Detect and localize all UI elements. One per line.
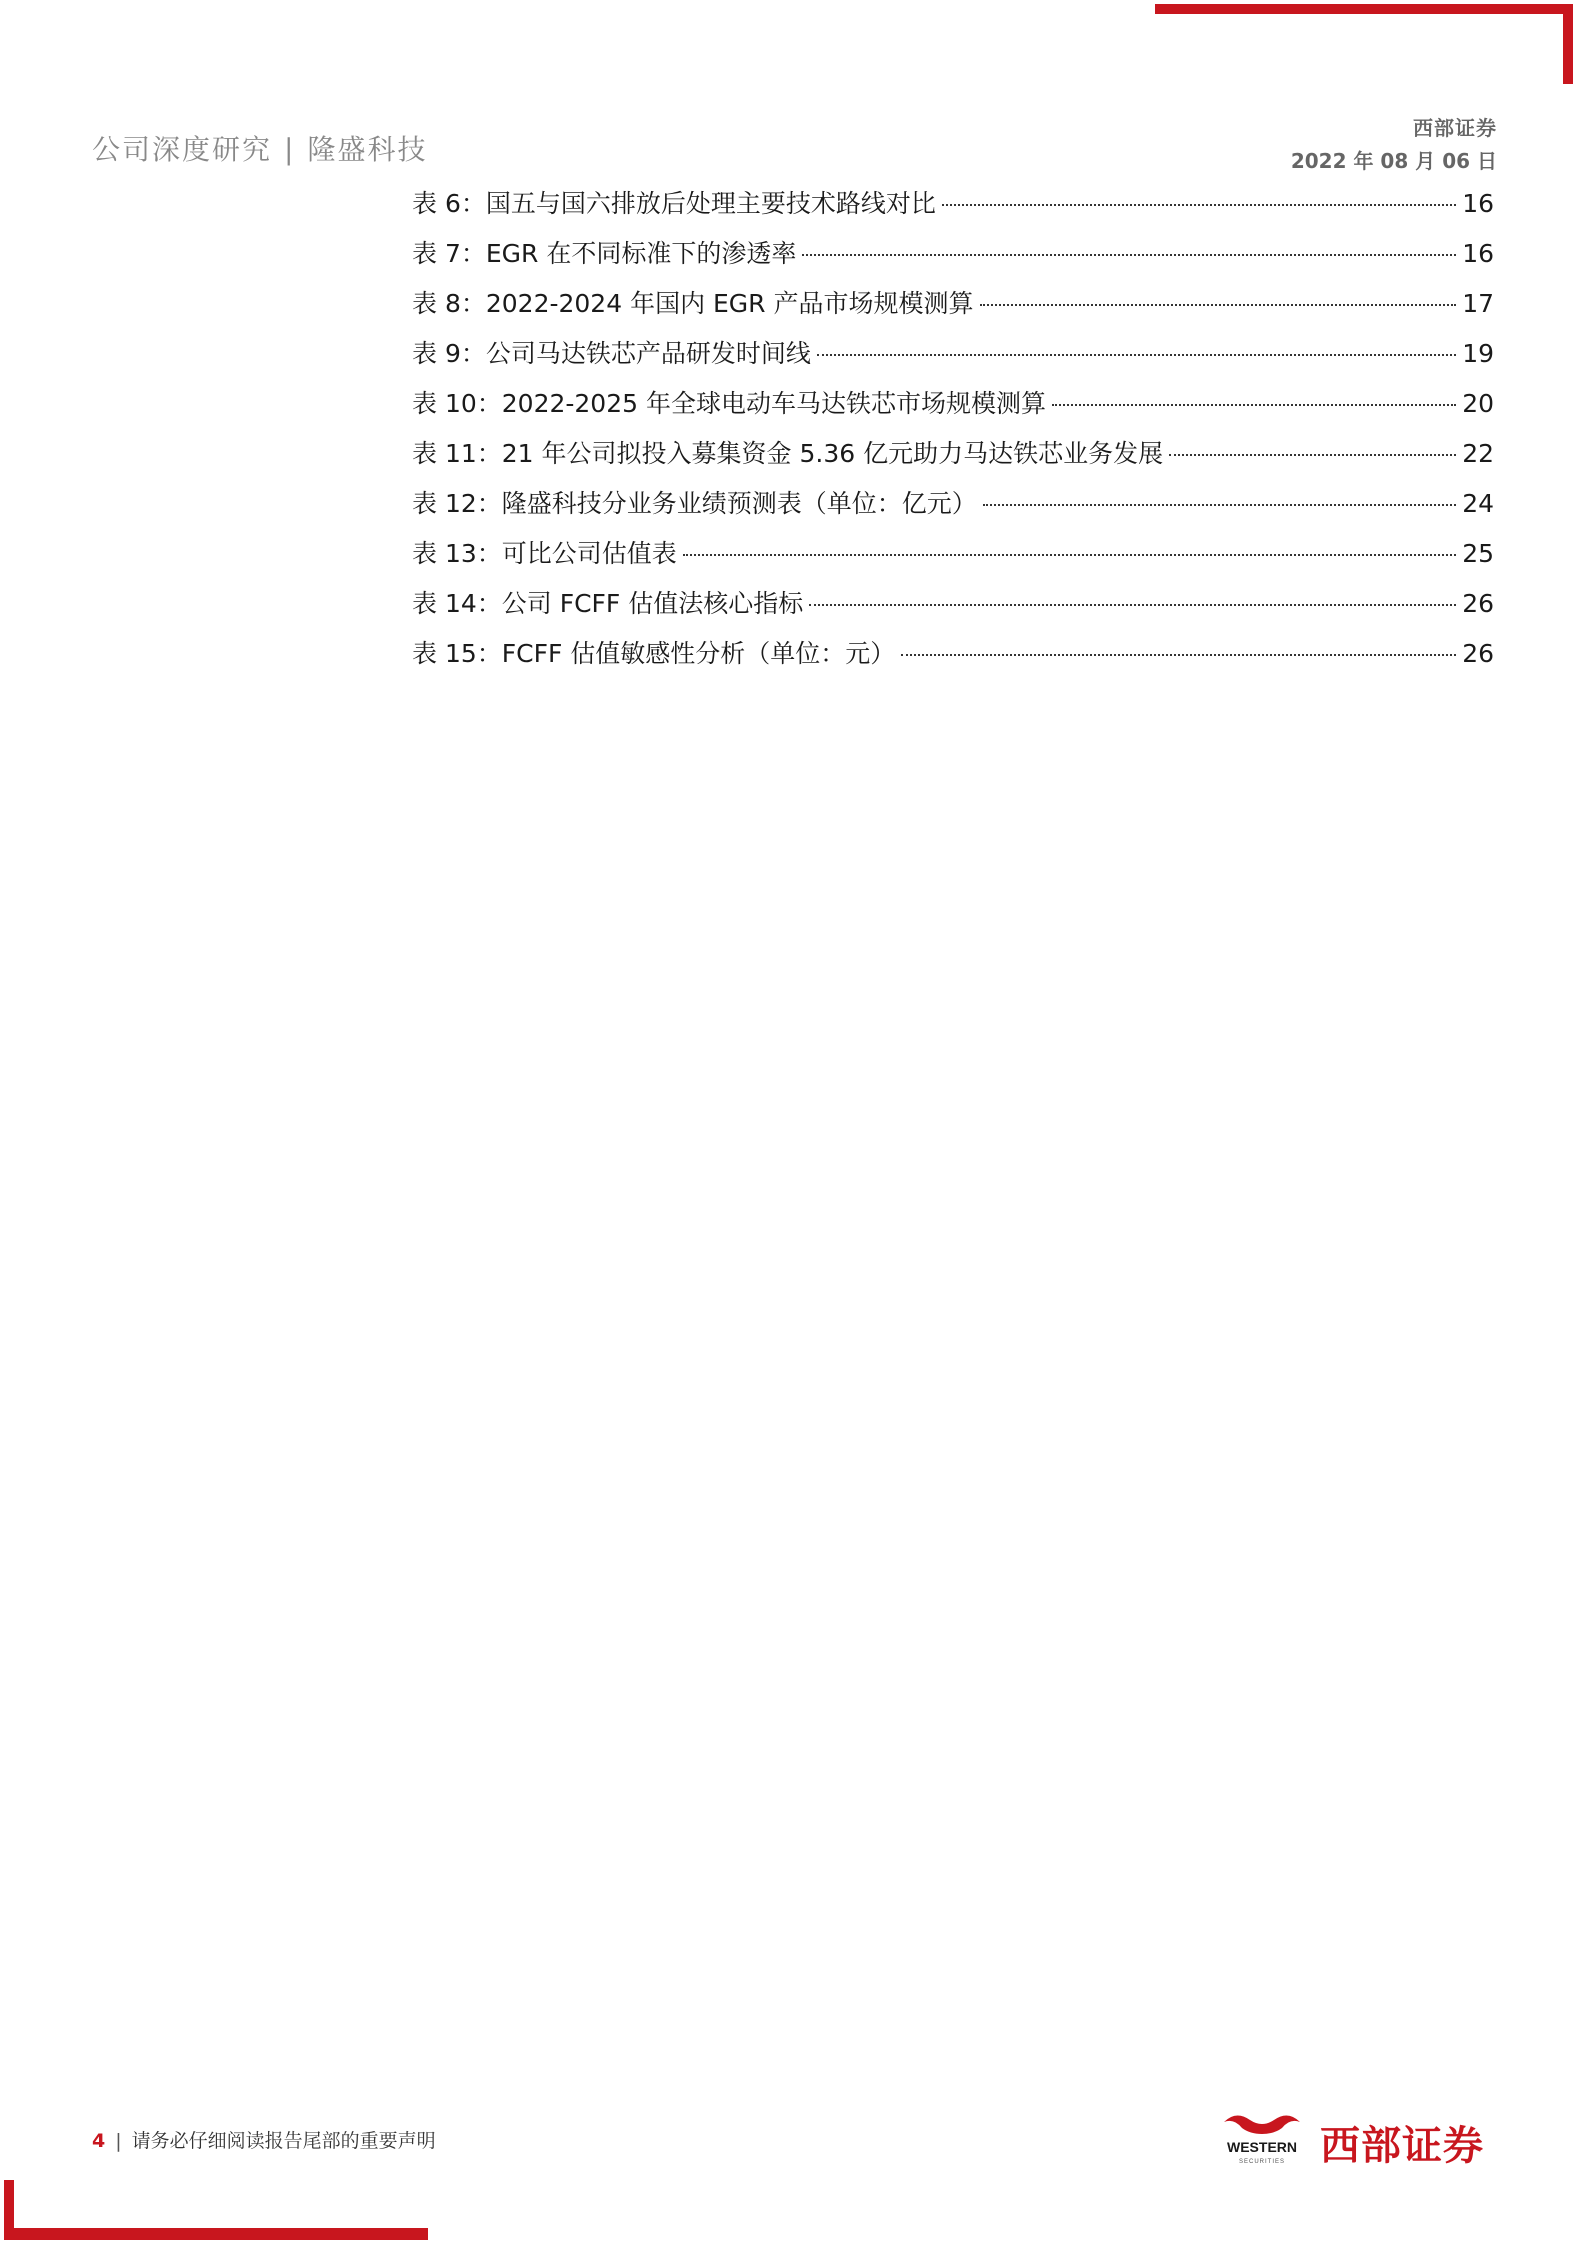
toc-dot-leader — [942, 204, 1456, 206]
header-meta — [1291, 112, 1497, 174]
toc-entry-page: 25 — [1462, 539, 1494, 568]
bull-logo-icon — [1216, 2108, 1308, 2168]
toc-entry[interactable] — [412, 534, 1494, 584]
logo-english-name: WESTERN — [1227, 2139, 1297, 2155]
toc-entry-title: 表 8：2022-2024 年国内 EGR 产品市场规模测算 — [412, 289, 974, 318]
table-of-contents — [412, 184, 1494, 684]
report-type: 公司深度研究 — [92, 133, 273, 166]
bottom-left-corner-vertical — [4, 2180, 14, 2240]
toc-dot-leader — [901, 654, 1456, 656]
toc-entry-title: 表 7：EGR 在不同标准下的渗透率 — [412, 239, 797, 268]
western-securities-logo — [1216, 2108, 1496, 2168]
disclaimer-text: 请务必仔细阅读报告尾部的重要声明 — [131, 2130, 436, 2152]
toc-entry[interactable] — [412, 334, 1494, 384]
top-right-corner-bar — [1155, 4, 1573, 14]
bull-horns-icon — [1224, 2115, 1300, 2134]
toc-entry-title: 表 10：2022-2025 年全球电动车马达铁芯市场规模测算 — [412, 389, 1046, 418]
toc-dot-leader — [817, 354, 1456, 356]
toc-entry-page: 19 — [1462, 339, 1494, 368]
toc-entry[interactable] — [412, 184, 1494, 234]
page-number: 4 — [92, 2130, 106, 2152]
report-date: 2022 年 08 月 06 日 — [1290, 149, 1497, 173]
toc-entry-page: 24 — [1462, 489, 1494, 518]
toc-entry-title: 表 15：FCFF 估值敏感性分析（单位：元） — [412, 639, 896, 668]
toc-dot-leader — [1169, 454, 1456, 456]
footer-separator: | — [115, 2130, 122, 2152]
page-footer — [92, 2126, 436, 2153]
top-right-corner-vertical — [1563, 4, 1573, 84]
toc-entry[interactable] — [412, 634, 1494, 684]
header-separator: | — [284, 133, 296, 166]
toc-entry-title: 表 11：21 年公司拟投入募集资金 5.36 亿元助力马达铁芯业务发展 — [412, 439, 1164, 468]
toc-entry[interactable] — [412, 384, 1494, 434]
toc-entry-page: 26 — [1462, 639, 1494, 668]
bottom-left-corner-bar — [4, 2228, 428, 2240]
logo-chinese-name: 西部证券 — [1320, 2123, 1484, 2169]
toc-dot-leader — [980, 304, 1457, 306]
toc-entry-title: 表 13：可比公司估值表 — [412, 539, 677, 568]
logo-english-subtitle: SECURITIES — [1238, 2159, 1286, 2165]
report-header — [92, 128, 427, 168]
toc-entry-page: 16 — [1462, 189, 1494, 218]
toc-dot-leader — [683, 554, 1456, 556]
toc-entry-page: 22 — [1462, 439, 1494, 468]
toc-entry-page: 17 — [1462, 289, 1494, 318]
toc-entry[interactable] — [412, 284, 1494, 334]
toc-dot-leader — [809, 604, 1456, 606]
toc-entry-page: 16 — [1462, 239, 1494, 268]
toc-entry-page: 26 — [1462, 589, 1494, 618]
broker-name: 西部证券 — [1413, 116, 1497, 140]
toc-entry-title: 表 9：公司马达铁芯产品研发时间线 — [412, 339, 811, 368]
toc-entry-page: 20 — [1462, 389, 1494, 418]
toc-dot-leader — [802, 254, 1456, 256]
toc-entry[interactable] — [412, 584, 1494, 634]
toc-entry[interactable] — [412, 234, 1494, 284]
toc-entry[interactable] — [412, 484, 1494, 534]
toc-entry-title: 表 6：国五与国六排放后处理主要技术路线对比 — [412, 189, 936, 218]
toc-entry-title: 表 14：公司 FCFF 估值法核心指标 — [412, 589, 804, 618]
company-name: 隆盛科技 — [307, 133, 428, 166]
toc-dot-leader — [983, 504, 1456, 506]
toc-entry[interactable] — [412, 434, 1494, 484]
toc-entry-title: 表 12：隆盛科技分业务业绩预测表（单位：亿元） — [412, 489, 977, 518]
toc-dot-leader — [1052, 404, 1456, 406]
